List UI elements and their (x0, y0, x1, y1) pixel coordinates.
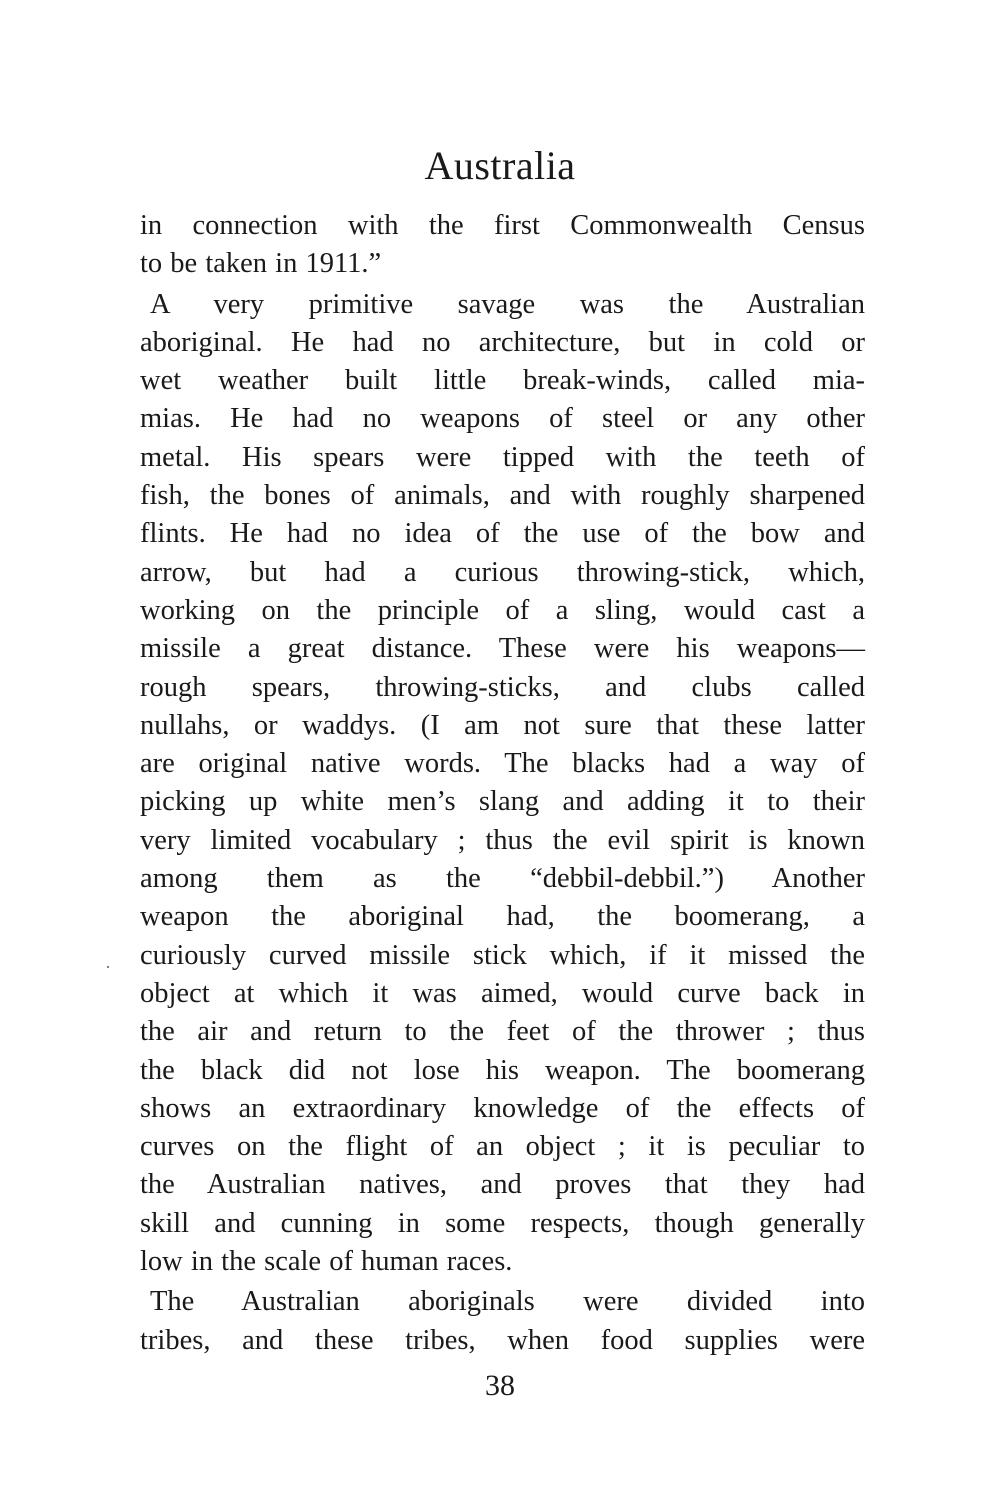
text-line: mias. He had no weapons of steel or any other (140, 403, 865, 435)
text-line: working on the principle of a sling, would cast a (140, 594, 865, 626)
paragraph-continuation (140, 207, 865, 284)
text-line: very limited vocabulary ; thus the evil spirit is known (140, 824, 865, 856)
text-line: shows an extraordinary knowledge of the effects of (140, 1092, 865, 1124)
text-line: the air and return to the feet of the thrower ; thus (140, 1016, 865, 1048)
text-line: to be taken in 1911.” (140, 248, 382, 280)
text-line: wet weather built little break-winds, called mia- (140, 365, 865, 397)
text-line: A very primitive savage was the Australian (150, 288, 865, 320)
text-line: object at which it was aimed, would curve back in (140, 977, 865, 1009)
text-line: curves on the flight of an object ; it is peculiar to (140, 1131, 865, 1163)
text-line: rough spears, throwing-sticks, and clubs called (140, 671, 865, 703)
text-line: the black did not lose his weapon. The boomerang (140, 1054, 865, 1086)
text-line: aboriginal. He had no architecture, but in cold or (140, 326, 865, 358)
text-line: are original native words. The blacks had a way of (140, 748, 865, 780)
paragraph-aboriginal-weapons (140, 286, 865, 1282)
text-line: flints. He had no idea of the use of the bow and (140, 518, 865, 550)
text-line: fish, the bones of animals, and with roughly sharpened (140, 480, 865, 512)
text-line: metal. His spears were tipped with the teeth of (140, 441, 865, 473)
paragraph-tribes (140, 1283, 865, 1360)
text-line: low in the scale of human races. (140, 1246, 513, 1278)
margin-speck (107, 966, 109, 968)
text-line: picking up white men’s slang and adding it to their (140, 786, 865, 818)
text-line: tribes, and these tribes, when food supplies were (140, 1324, 865, 1356)
text-line: skill and cunning in some respects, though generally (140, 1207, 865, 1239)
text-line: the Australian natives, and proves that they had (140, 1169, 865, 1201)
text-line: curiously curved missile stick which, if it missed the (140, 939, 865, 971)
text-line: arrow, but had a curious throwing-stick, which, (140, 556, 865, 588)
text-line: missile a great distance. These were his weapons— (140, 633, 865, 665)
running-head: Australia (424, 143, 576, 188)
text-line: nullahs, or waddys. (I am not sure that these latter (140, 709, 865, 741)
page-number: 38 (485, 1369, 515, 1402)
text-line: in connection with the first Commonwealth Census (140, 210, 865, 241)
body-text (140, 207, 865, 1360)
text-line: among them as the “debbil-debbil.”) Another (140, 863, 865, 895)
text-line: weapon the aboriginal had, the boomerang, a (140, 901, 865, 933)
text-line: The Australian aboriginals were divided into (150, 1286, 865, 1318)
